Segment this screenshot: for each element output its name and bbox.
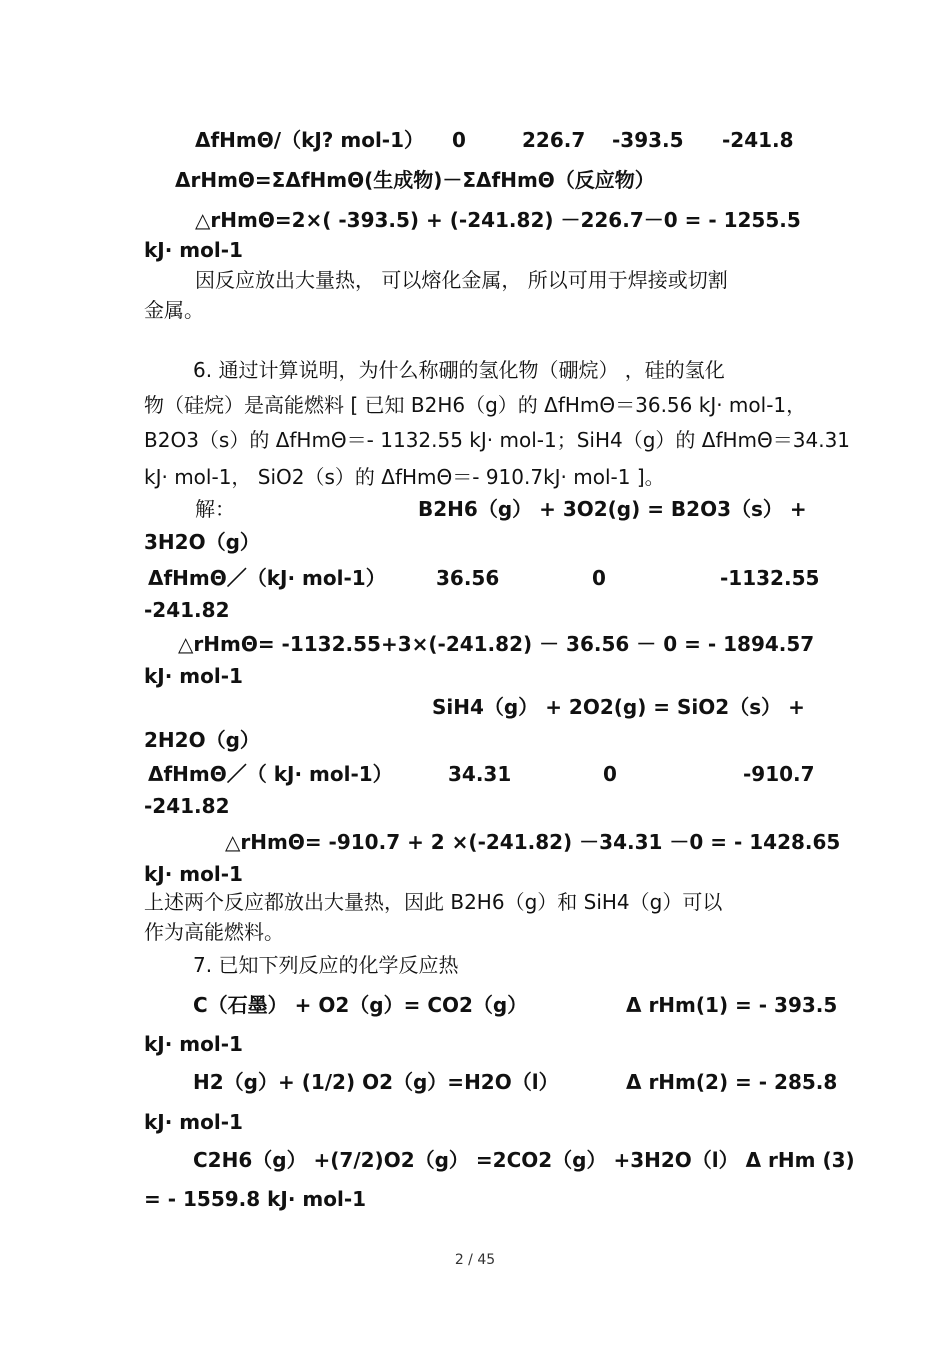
unit-line: kJ· mol-1 <box>144 862 243 886</box>
unit-line: kJ· mol-1 <box>144 238 243 262</box>
value-cell: -393.5 <box>612 128 684 152</box>
text-line: 金属。 <box>144 298 204 322</box>
value-cell: -1132.55 <box>720 566 820 590</box>
question-6: 6. 通过计算说明，为什么称硼的氢化物（硼烷） ，硅的氢化 <box>193 358 725 382</box>
calc-line: △rHmΘ= -910.7 + 2 ×(-241.82) －34.31 －0 = - 1428.65 <box>225 830 841 854</box>
reaction-line: C（石墨） + O2（g）= CO2（g） <box>193 993 528 1017</box>
value-cell: 226.7 <box>522 128 586 152</box>
reaction-line: B2H6（g） + 3O2(g) = B2O3（s） + <box>418 497 807 521</box>
table-header: ΔfHmΘ／（ kJ· mol-1） <box>148 762 393 786</box>
value-cell: 0 <box>452 128 466 152</box>
value-cell: 36.56 <box>436 566 500 590</box>
reaction-line: SiH4（g） + 2O2(g) = SiO2（s） + <box>432 695 805 719</box>
enthalpy-value: = - 1559.8 kJ· mol-1 <box>144 1187 367 1211</box>
text-line: 因反应放出大量热， 可以熔化金属， 所以可用于焊接或切割 <box>195 268 728 292</box>
value-cell: -241.8 <box>722 128 794 152</box>
calc-line: △rHmΘ=2×( -393.5) + (-241.82) －226.7－0 = - 1255.5 <box>195 208 801 232</box>
text-line: 上述两个反应都放出大量热，因此 B2H6（g）和 SiH4（g）可以 <box>144 890 723 914</box>
value-cell: -241.82 <box>144 598 230 622</box>
calc-line: △rHmΘ= -1132.55+3×(-241.82) － 36.56 － 0 = - 1894.57 <box>178 632 815 656</box>
question-7: 7. 已知下列反应的化学反应热 <box>193 953 459 977</box>
line-dfhm-unit: ΔfHmΘ/（kJ? mol-1） <box>195 128 425 152</box>
value-cell: 0 <box>592 566 606 590</box>
enthalpy-value: Δ rHm(2) = - 285.8 <box>626 1070 838 1094</box>
reaction-line: H2（g）+ (1/2) O2（g）=H2O（l） <box>193 1070 559 1094</box>
enthalpy-value: Δ rHm(1) = - 393.5 <box>626 993 838 1017</box>
value-cell: -241.82 <box>144 794 230 818</box>
solution-label: 解： <box>195 497 235 521</box>
page-number: 2 / 45 <box>454 1252 496 1268</box>
reaction-line: 3H2O（g） <box>144 530 260 554</box>
unit-line: kJ· mol-1 <box>144 664 243 688</box>
unit-line: kJ· mol-1 <box>144 1032 243 1056</box>
text-line: 作为高能燃料。 <box>144 920 284 944</box>
text-line: B2O3（s）的 ΔfHmΘ＝- 1132.55 kJ· mol-1；SiH4（g）的 ΔfHmΘ＝34.31 <box>144 428 851 452</box>
text-line: kJ· mol-1， SiO2（s）的 ΔfHmΘ＝- 910.7kJ· mol-1 ]。 <box>144 465 665 489</box>
value-cell: 0 <box>603 762 617 786</box>
table-header: ΔfHmΘ／（kJ· mol-1） <box>148 566 386 590</box>
value-cell: -910.7 <box>743 762 815 786</box>
reaction-line: 2H2O（g） <box>144 728 260 752</box>
reaction-line: C2H6（g） +(7/2)O2（g） =2CO2（g） +3H2O（l） Δ rHm (3) <box>193 1148 855 1172</box>
unit-line: kJ· mol-1 <box>144 1110 243 1134</box>
value-cell: 34.31 <box>448 762 512 786</box>
formula-hess: ΔrHmΘ=ΣΔfHmΘ(生成物)－ΣΔfHmΘ（反应物） <box>175 168 655 192</box>
text-line: 物（硅烷）是高能燃料 [ 已知 B2H6（g）的 ΔfHmΘ＝36.56 kJ· mol-1， <box>144 393 807 417</box>
